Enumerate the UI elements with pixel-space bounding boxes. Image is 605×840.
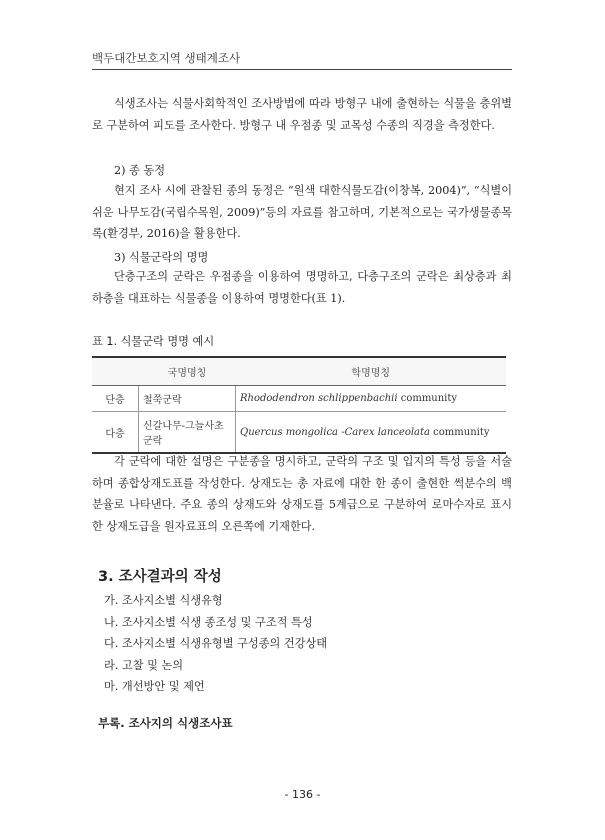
korean-name-cell: 신갈나무-그늘사초군락 <box>139 412 236 454</box>
korean-name-cell: 철쭉군락 <box>139 386 236 412</box>
scientific-name-italic: Quercus mongolica -Carex lanceolata <box>240 426 430 438</box>
paragraph-survey-method: 식생조사는 식물사회학적인 조사방법에 따라 방형구 내에 출현하는 식물을 층위별로 구분하여 피도를 조사한다. 방형구 내 우점종 및 교목성 수종의 직경을 측정한다. <box>92 97 512 132</box>
table-header-row <box>92 357 506 386</box>
structure-type-cell: 다층 <box>92 412 139 454</box>
scientific-name-cell <box>236 412 507 454</box>
list-item: 라. 고찰 및 논의 <box>104 658 184 672</box>
scientific-name-cell <box>236 386 507 412</box>
appendix-title: 부록. 조사지의 식생조사표 <box>98 716 233 730</box>
subheading-community-naming: 3) 식물군락의 명명 <box>114 251 209 264</box>
paragraph-community-description: 각 군락에 대한 설명은 구분종을 명시하고, 군락의 구조 및 입지의 특성 등을 서술하며 종합상재도표를 작성한다. 상재도는 총 자료에 대한 한 종이 출현한 썩분수의 백분율로 나타낸다. 주요 종의 상재도와 상재도를 5계급으로 구분하여 로마수자로 표시한 상재도급을 원자료표의 오른쪽에 기재한다. <box>92 455 512 533</box>
section-item-list <box>104 590 327 698</box>
scientific-name-suffix: community <box>433 426 490 438</box>
table-header-cell: 국명명칭 <box>139 357 236 386</box>
table-row <box>92 386 506 412</box>
section-title: 3. 조사결과의 작성 <box>98 569 222 585</box>
page-number: - 136 - <box>284 788 321 801</box>
table-header-cell: 학명명칭 <box>236 357 507 386</box>
paragraph-community-naming: 단층구조의 군락은 우점종을 이용하여 명명하고, 다층구조의 군락은 최상층과 최하층을 대표하는 식물종을 이용하여 명명한다(표 1). <box>92 270 512 305</box>
paragraph-species-identification: 현지 조사 시에 관찰된 종의 동정은 “원색 대한식물도감(이창복, 2004)”, “식별이 쉬운 나무도감(국립수목원, 2009)”등의 자료를 참고하며, 기본적으로는 국가생물종목록(환경부, 2016)을 활용한다. <box>92 184 512 240</box>
running-header: 백두대간보호지역 생태계조사 <box>92 50 512 70</box>
list-item: 가. 조사지소별 식생유형 <box>104 594 223 607</box>
list-item: 나. 조사지소별 식생 종조성 및 구조적 특성 <box>104 615 313 629</box>
table-header-cell <box>92 357 139 386</box>
structure-type-cell: 단층 <box>92 386 139 412</box>
table-caption: 표 1. 식물군락 명명 예시 <box>92 335 215 348</box>
scientific-name-italic: Rhododendron schlippenbachii <box>240 393 398 404</box>
naming-example-table <box>92 356 506 454</box>
table-row <box>92 412 506 454</box>
list-item: 마. 개선방안 및 제언 <box>104 680 205 693</box>
subheading-species-identification: 2) 종 동정 <box>114 164 166 177</box>
scientific-name-suffix: community <box>400 393 458 404</box>
list-item: 다. 조사지소별 식생유형별 구성종의 건강상태 <box>104 637 328 650</box>
